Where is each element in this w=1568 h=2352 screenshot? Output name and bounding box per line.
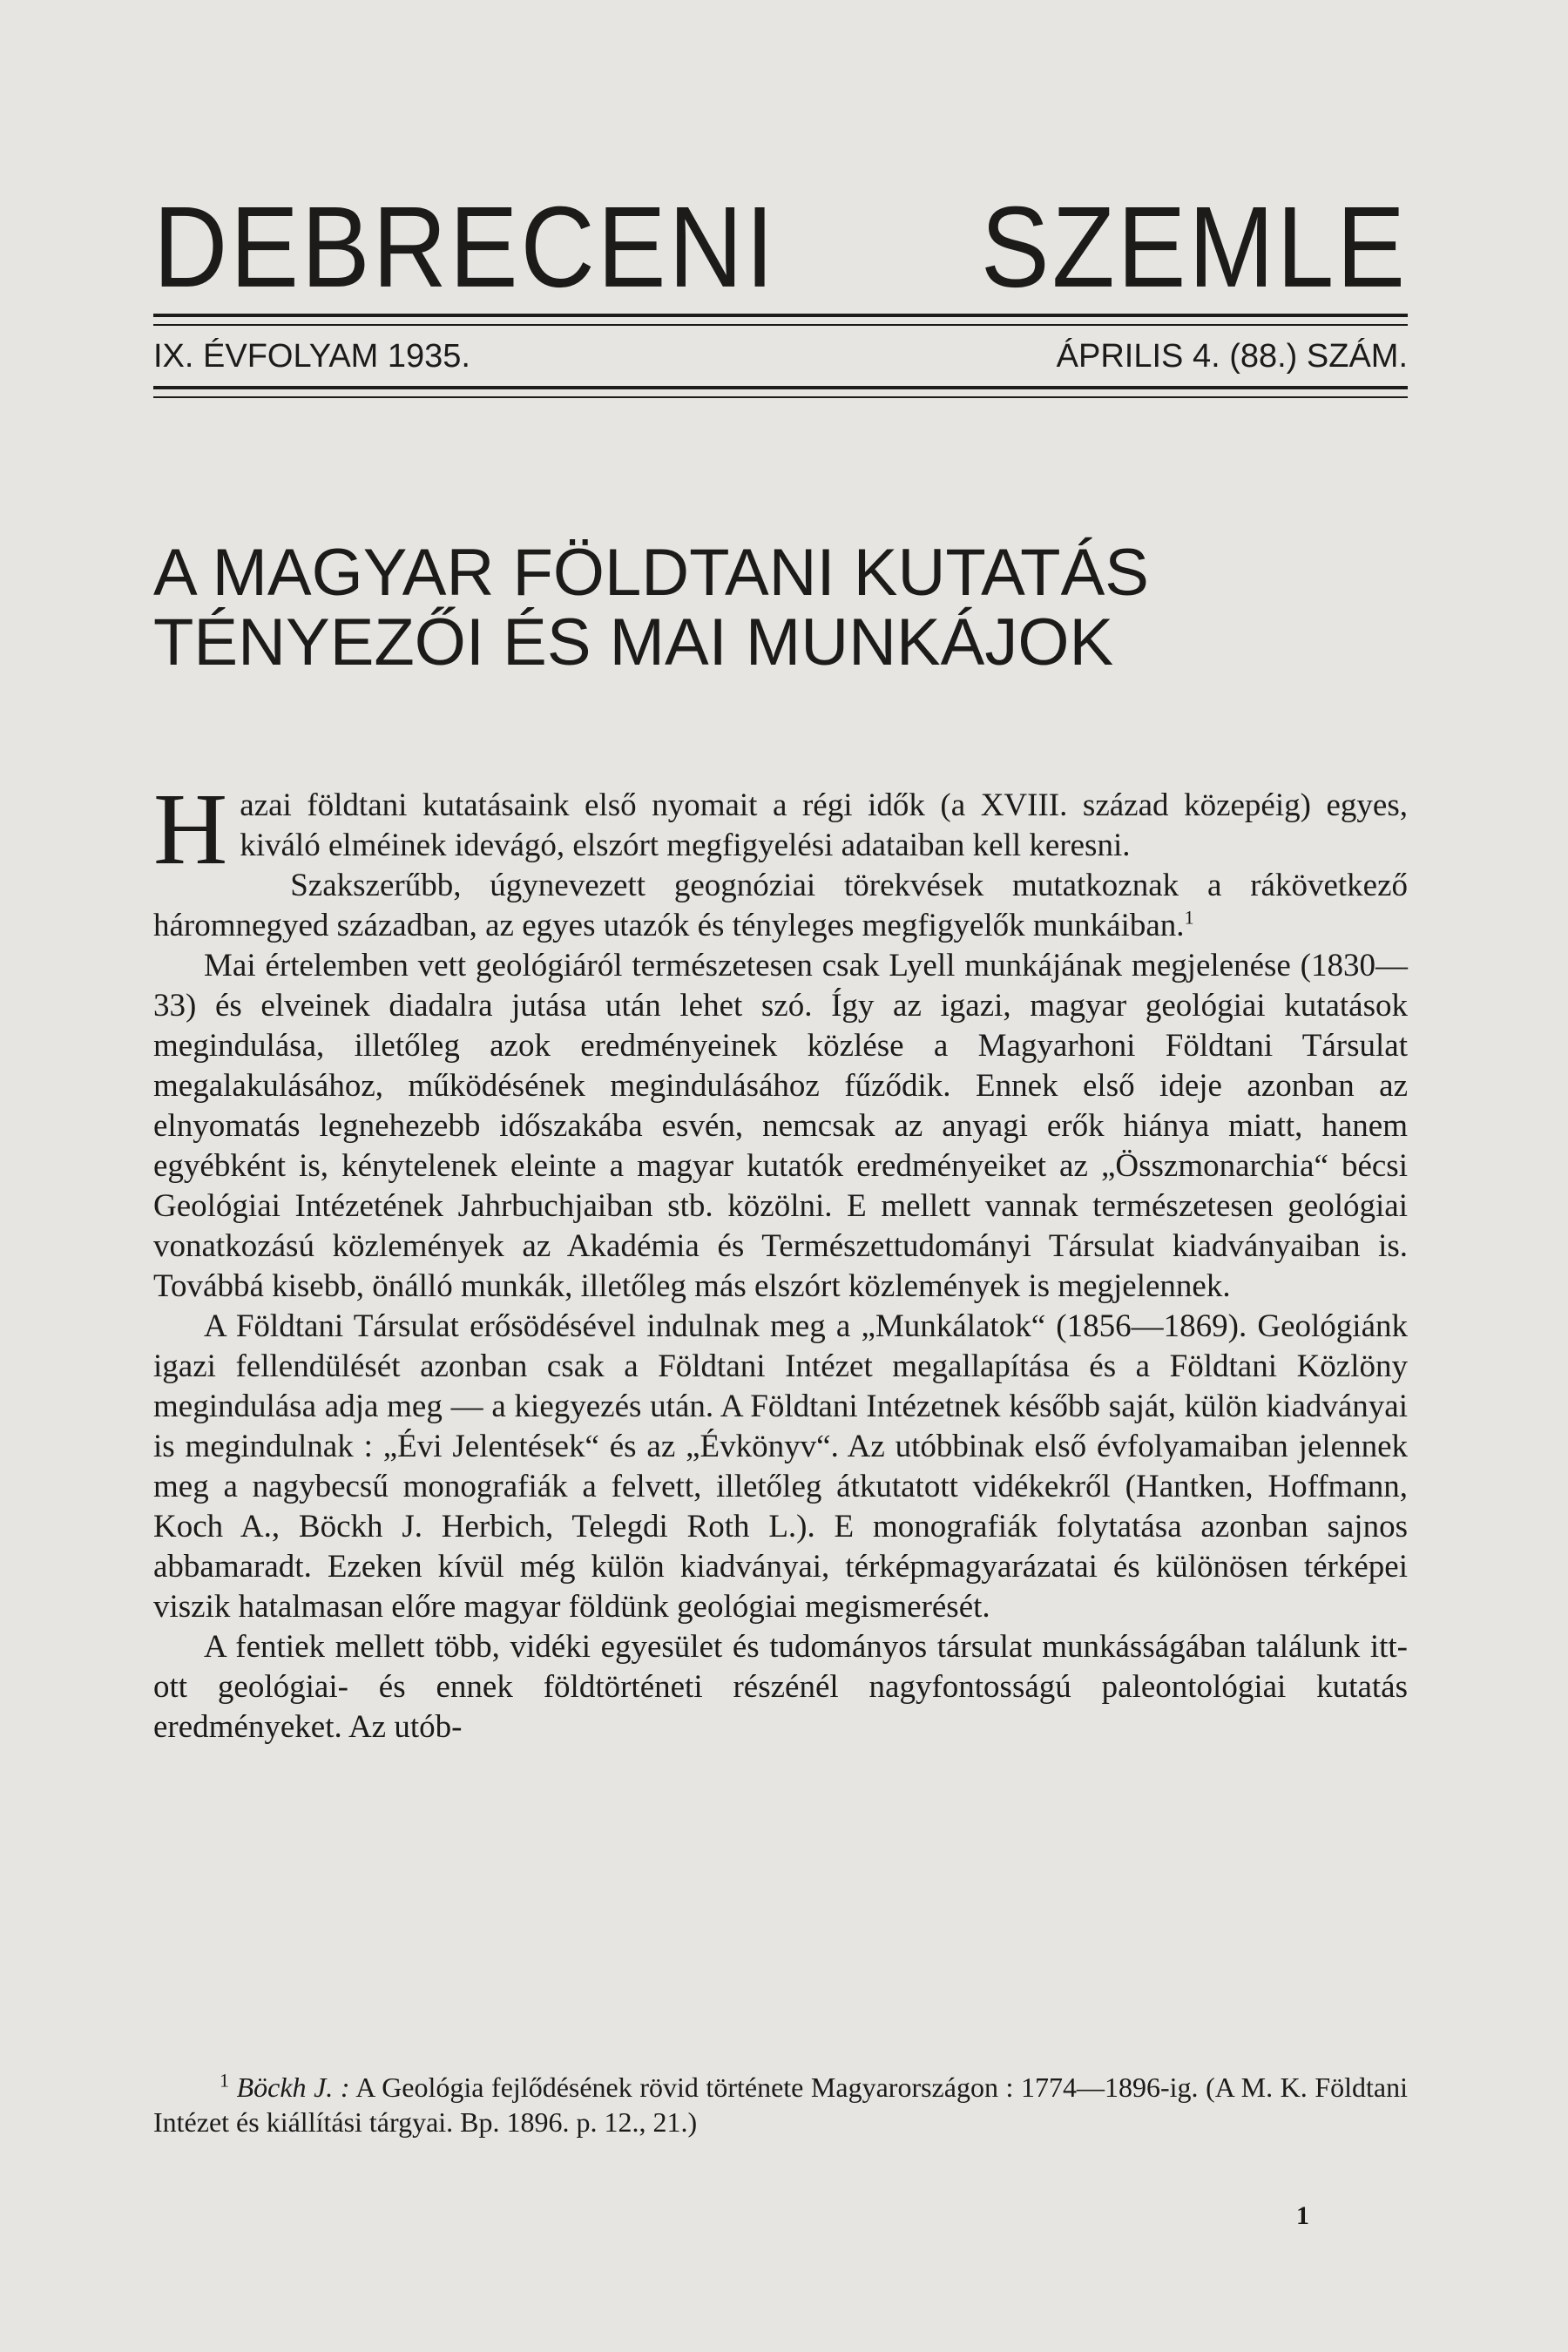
footnote-1	[153, 2070, 1408, 2139]
masthead	[153, 183, 1408, 375]
article-title-line2: TÉNYEZŐI ÉS MAI MUNKÁJOK	[153, 605, 1114, 679]
paragraph-2-text: Szakszerűbb, úgynevezett geognóziai törekvések mutatkoznak a rákövetkező háromnegyed században, az egyes utazók és tényleges megfigyelők munkáiban.	[153, 868, 1408, 943]
journal-title-word1: DEBRECENI	[153, 183, 777, 312]
footnote	[153, 2070, 1408, 2139]
paragraph-3: Mai értelemben vett geológiáról természetesen csak Lyell munkájának megjelenése (1830—33) és elveinek diadalra jutása után lehet szó. Így az igazi, magyar geológiai kutatások megindulása, illetőleg azok eredményeinek közlése a Magyarhoni Földtani Társulat megalakulásához, működésének megindulásához fűződik. Ennek első ideje azonban az elnyomatás legnehezebb időszakába esvén, nemcsak az anyagi erők hiánya miatt, hanem egyébként is, kénytelenek eleinte a magyar kutatók eredményeiket az „Összmonarchia“ bécsi Geológiai Intézetének Jahrbuchjaiban stb. közölni. E mellett vannak természetesen geológiai vonatkozású közlemények az Akadémia és Természettudományi Társulat kiadványaiban is. Továbbá kisebb, önálló munkák, illetőleg más elszórt közlemények is megjelennek.	[153, 948, 1408, 1304]
issue-date-number: ÁPRILIS 4. (88.) SZÁM.	[1056, 338, 1408, 375]
article-body	[153, 772, 1408, 1747]
drop-cap: H	[153, 772, 228, 886]
journal-title-word2: SZEMLE	[980, 183, 1408, 312]
journal-title	[153, 183, 1408, 312]
masthead-rule-bottom	[153, 386, 1408, 398]
paragraph-5: A fentiek mellett több, vidéki egyesület és tudományos társulat munkásságában találunk itt-ott geológiai- és ennek földtörténeti részénél nagyfontosságú paleontológiai kutatás eredményeket. Az utób-	[153, 1629, 1408, 1745]
footnote-text: A Geológia fejlődésének rövid története Magyarországon : 1774—1896-ig. (A M. K. Földtani Intézet és kiállítási tárgyai. Bp. 1896. p. 12., 21.)	[153, 2072, 1409, 2138]
paragraph-1	[153, 772, 1408, 886]
article-title-line1: A MAGYAR FÖLDTANI KUTATÁS	[153, 536, 1149, 610]
paragraph-4: A Földtani Társulat erősödésével indulnak meg a „Munkálatok“ (1856—1869). Geológiánk igazi fellendülését azonban csak a Földtani Intézet megallapítása és a Földtani Közlöny megindulása adja meg — a kiegyezés után. A Földtani Intézetnek később saját, külön kiadványai is megindulnak : „Évi Jelentések“ és az „Évkönyv“. Az utóbbinak első évfolyamaiban jelennek meg a nagybecsű monografiák a felvett, illetőleg átkutatott vidékekről (Hantken, Hoffmann, Koch A., Böckh J. Herbich, Telegdi Roth L.). E monografiák folytatása azonban sajnos abbamaradt. Ezeken kívül még külön kiadványai, térképmagyarázatai és különösen térképei viszik hatalmasan előre magyar földünk geológiai megismerését.	[153, 1308, 1408, 1625]
page-number: 1	[1296, 2201, 1309, 2230]
article-title	[153, 538, 1408, 678]
footnote-marker: 1	[220, 2069, 229, 2092]
paragraph-1-text: azai földtani kutatásaink első nyomait a régi idők (a XVIII. század közepéig) egyes, kiváló elméinek idevágó, elszórt megfigyelési adataiban kell keresni.	[240, 787, 1408, 863]
paragraph-2	[153, 866, 1408, 946]
masthead-rule-top	[153, 314, 1408, 326]
footnote-reference[interactable]: 1	[1184, 906, 1194, 929]
volume-year: IX. ÉVFOLYAM 1935.	[153, 338, 470, 375]
footnote-author: Böckh J. :	[236, 2072, 350, 2103]
issue-line	[153, 339, 1408, 374]
